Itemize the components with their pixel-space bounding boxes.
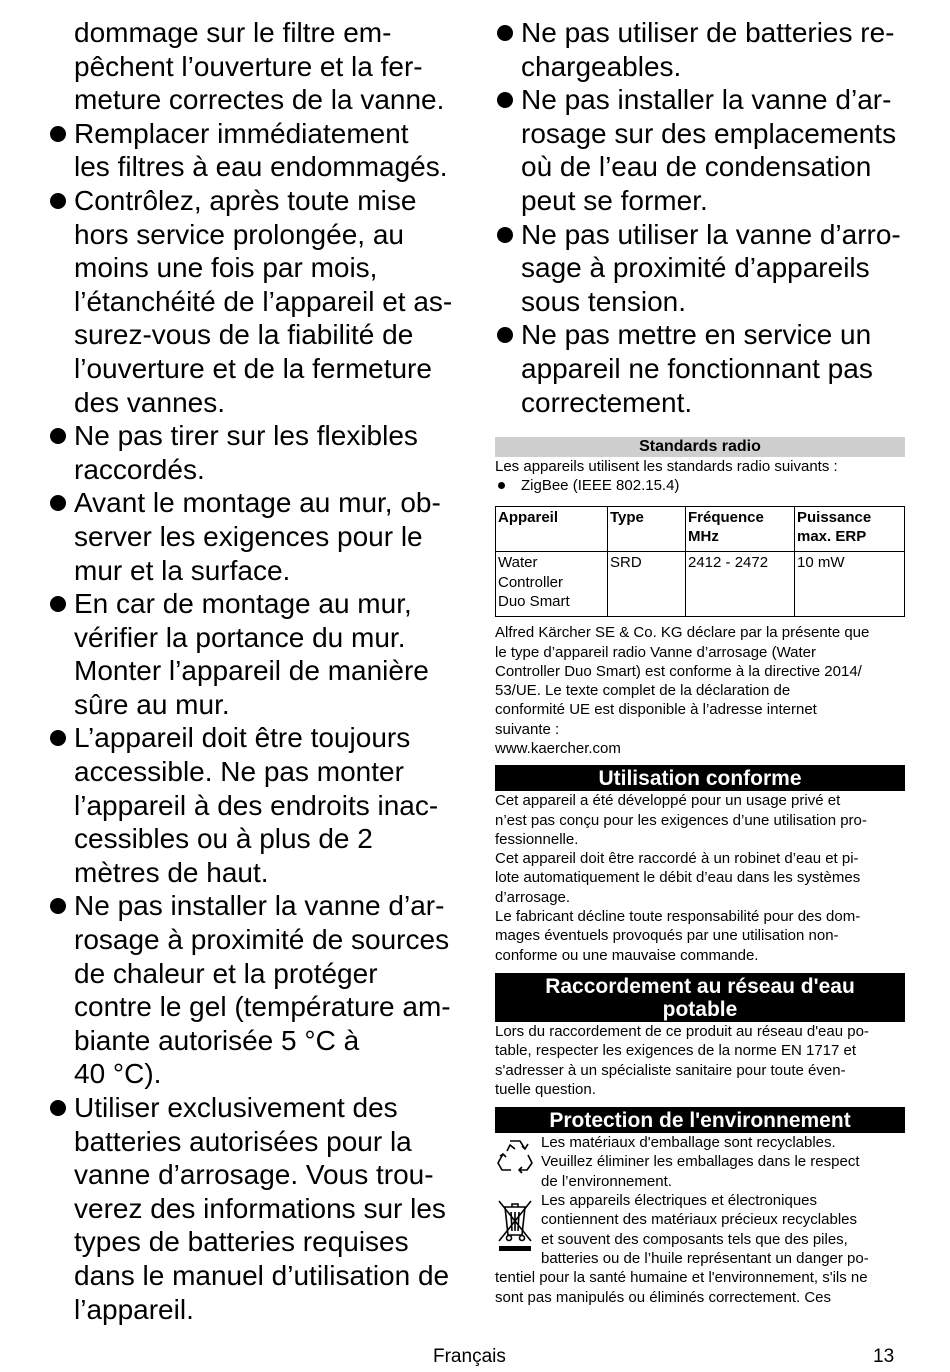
text-line: de chaleur et la protéger: [74, 957, 378, 989]
text-line: Le fabricant décline toute responsabilité pour des dom-: [495, 908, 861, 926]
text-line: n’est pas conçu pour les exigences d’une utilisation pro-: [495, 811, 867, 829]
text-line: cessibles ou à plus de 2: [74, 823, 373, 855]
text-line: l’appareil.: [74, 1293, 194, 1325]
text-line: où de l’eau de condensation: [521, 151, 872, 183]
website-text: www.kaercher.com: [495, 739, 621, 757]
table-header-row: [496, 506, 905, 552]
text-line: hors service prolongée, au: [74, 218, 404, 250]
text-line: Remplacer immédiatement: [74, 117, 409, 149]
text-line: d’arrosage.: [495, 888, 571, 906]
text-line: vérifier la portance du mur.: [74, 621, 406, 653]
text-line: appareil ne fonctionnant pas: [521, 352, 873, 384]
text-line: L’appareil doit être toujours: [74, 722, 411, 754]
text-line: sûre au mur.: [74, 688, 230, 720]
raccordement-heading: Raccordement au réseau d'eau potable: [495, 973, 905, 1022]
safety-bullet-condensation: [495, 83, 905, 217]
text-line: suivante :: [495, 720, 560, 738]
radio-standards-table: [495, 506, 905, 617]
table-cell: SRD: [608, 552, 686, 617]
text-line: Controller Duo Smart) est conforme à la directive 2014/: [495, 662, 862, 680]
text-line: Ne pas tirer sur les flexibles: [74, 420, 418, 452]
environnement-heading: Protection de l'environnement: [495, 1107, 905, 1133]
text-line: et souvent des composants tels que des piles,: [541, 1230, 848, 1248]
text-line: mages éventuels provoqués par une utilisation non-: [495, 927, 839, 945]
text-line: Ne pas installer la vanne d’ar-: [521, 84, 892, 116]
safety-bullet-accessible: [48, 721, 468, 889]
table-cell: Water Controller Duo Smart: [496, 552, 608, 617]
raccordement-paragraph: [495, 1022, 905, 1099]
text-line: l’appareil à des endroits inac-: [74, 789, 439, 821]
left-column: [48, 16, 468, 1326]
text-line: des vannes.: [74, 386, 225, 418]
text-line: biante autorisée 5 °C à: [74, 1024, 360, 1056]
text-line: Cet appareil doit être raccordé à un robinet d’eau et pi-: [495, 850, 859, 868]
safety-bullet-check-seal: [48, 184, 468, 419]
text-line: mètres de haut.: [74, 856, 269, 888]
declaration-paragraph: [495, 623, 905, 758]
text-line: batteries autorisées pour la: [74, 1125, 412, 1157]
table-cell: 2412 - 2472: [686, 552, 795, 617]
table-cell: 10 mW: [795, 552, 905, 617]
text-line: vanne d’arrosage. Vous trou-: [74, 1159, 434, 1191]
text-line: contre le gel (température am-: [74, 991, 451, 1023]
text-line: moins une fois par mois,: [74, 252, 378, 284]
standards-radio-item: ZigBee (IEEE 802.15.4): [495, 476, 905, 495]
text-line: lote automatiquement le débit d’eau dans les systèmes: [495, 869, 861, 887]
standards-radio-heading: Standards radio: [495, 437, 905, 457]
text-line: tentiel pour la santé humaine et l'environnement, s'ils ne: [495, 1269, 868, 1287]
text-line: les filtres à eau endommagés.: [74, 151, 448, 183]
text-line: chargeables.: [521, 50, 682, 82]
text-line: rosage sur des emplacements: [521, 117, 897, 149]
table-header-cell: Type: [608, 506, 686, 552]
safety-bullet-hoses: [48, 419, 468, 486]
text-line: types de batteries requises: [74, 1226, 409, 1258]
weee-continuation: [495, 1268, 905, 1307]
text-line: batteries ou de l’huile représentant un danger po-: [541, 1249, 869, 1267]
text-line: sage à proximité d’appareils: [521, 252, 870, 284]
text-line: Lors du raccordement de ce produit au réseau d'eau po-: [495, 1022, 869, 1040]
text-line: mur et la surface.: [74, 554, 291, 586]
text-line: peut se former.: [521, 184, 708, 216]
table-header-cell: Appareil: [496, 506, 608, 552]
crossed-out-wheelie-bin-icon: [495, 1195, 535, 1253]
text-line: Avant le montage au mur, ob-: [74, 487, 441, 519]
text-line: surez-vous de la fiabilité de: [74, 319, 414, 351]
text-line: Les matériaux d'emballage sont recyclables.: [541, 1134, 836, 1152]
text-line: table, respecter les exigences de la norme EN 1717 et: [495, 1042, 857, 1060]
text-line: Ne pas utiliser de batteries re-: [521, 17, 895, 48]
text-line: Cet appareil a été développé pour un usage privé et: [495, 792, 841, 810]
text-line: le type d’appareil radio Vanne d’arrosage (Water: [495, 643, 817, 661]
text-line: tuelle question.: [495, 1080, 596, 1098]
text-line: Alfred Kärcher SE & Co. KG déclare par la présente que: [495, 624, 870, 642]
text-line: dans le manuel d’utilisation de: [74, 1259, 450, 1291]
standards-radio-intro: Les appareils utilisent les standards radio suivants :: [495, 458, 838, 476]
footer-language: Français: [433, 1346, 506, 1367]
text-line: Utiliser exclusivement des: [74, 1092, 398, 1123]
text-line: En car de montage au mur,: [74, 588, 412, 620]
text-line: pêchent l’ouverture et la fer-: [74, 50, 423, 82]
text-line: conforme ou une mauvaise commande.: [495, 946, 759, 964]
text-line: correctement.: [521, 386, 693, 418]
safety-bullet-live-devices: [495, 218, 905, 319]
text-line: meture correctes de la vanne.: [74, 84, 445, 116]
table-header-cell: Fréquence MHz: [686, 506, 795, 552]
text-line: Veuillez éliminer les emballages dans le respect: [541, 1153, 860, 1171]
utilisation-conforme-heading: Utilisation conforme: [495, 765, 905, 791]
text-line: accessible. Ne pas monter: [74, 756, 404, 788]
text-line: raccordés.: [74, 453, 205, 485]
recycling-icon: [495, 1135, 535, 1175]
text-line: Monter l’appareil de manière: [74, 655, 429, 687]
page-number: 13: [873, 1346, 895, 1367]
text-line: Contrôlez, après toute mise: [74, 184, 417, 216]
text-line: Ne pas utiliser la vanne d’arro-: [521, 218, 901, 250]
text-line: Ne pas mettre en service un: [521, 319, 872, 351]
text-line: verez des informations sur les: [74, 1192, 446, 1224]
safety-bullet-malfunction: [495, 318, 905, 419]
safety-bullet-replace-filters: [48, 117, 468, 184]
text-line: contiennent des matériaux précieux recyclables: [541, 1211, 858, 1229]
text-line: 40 °C).: [74, 1058, 162, 1090]
continued-paragraph: [74, 16, 468, 117]
text-line: l’étanchéité de l’appareil et as-: [74, 285, 453, 317]
text-line: rosage à proximité de sources: [74, 924, 450, 956]
text-line: Les appareils électriques et électroniques: [541, 1192, 817, 1210]
utilisation-paragraph: [495, 791, 905, 965]
text-line: conformité UE est disponible à l’adresse internet: [495, 701, 817, 719]
table-row: [496, 552, 905, 617]
safety-bullet-rechargeable: [495, 16, 905, 83]
text-line: l’ouverture et de la fermeture: [74, 352, 432, 384]
text-line: de l’environnement.: [541, 1172, 672, 1190]
safety-bullet-wall-load: [48, 587, 468, 721]
text-line: Ne pas installer la vanne d’ar-: [74, 890, 445, 922]
text-line: sous tension.: [521, 285, 686, 317]
text-line: sont pas manipulés ou éliminés correctement. Ces: [495, 1288, 831, 1306]
table-header-cell: Puissance max. ERP: [795, 506, 905, 552]
text-line: s'adresser à un spécialiste sanitaire pour toute éven-: [495, 1061, 846, 1079]
weee-note: [495, 1191, 905, 1268]
recycling-note: [495, 1133, 905, 1191]
text-line: fessionnelle.: [495, 830, 579, 848]
text-line: 53/UE. Le texte complet de la déclaration de: [495, 682, 791, 700]
right-column: [495, 16, 905, 1307]
safety-bullet-heat-frost: [48, 889, 468, 1091]
text-line: dommage sur le filtre em-: [74, 17, 392, 48]
text-line: server les exigences pour le: [74, 520, 423, 552]
safety-bullet-wall-requirements: [48, 486, 468, 587]
safety-bullet-batteries: [48, 1091, 468, 1326]
